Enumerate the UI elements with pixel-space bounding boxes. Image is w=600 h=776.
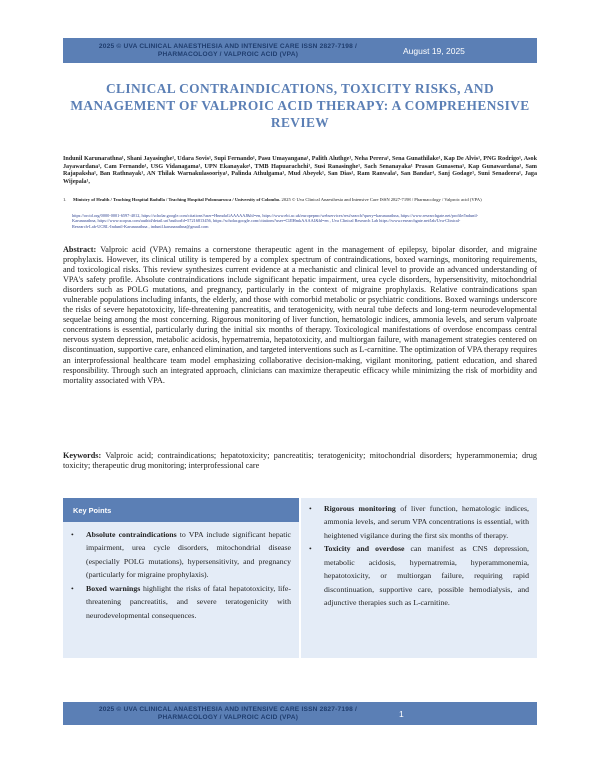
key-point-bold: Boxed warnings — [86, 583, 141, 593]
key-point-text: can manifest as CNS depression, metabolic acidosis, hypernatremia, hyperammonemia, hepatotoxicity, or multiorgan failure, requiring rapid discontinuation, supportive care, possible hemodialysis, and adjunctive therapies such as L-carnitine. — [324, 544, 529, 608]
key-points-column-left — [63, 522, 299, 658]
footer-journal-line2: PHARMACOLOGY / VALPROIC ACID (VPA) — [157, 713, 299, 721]
key-points-heading: Key Points — [63, 498, 299, 522]
bullet-icon: • — [309, 504, 312, 513]
key-point-text: highlight the risks of fatal hepatotoxicity, life-threatening pancreatitis, and severe teratogenicity with neurodevelopmental consequences. — [86, 583, 291, 620]
key-point-item — [309, 542, 529, 609]
key-point-text: to VPA include significant hepatic impairment, urea cycle disorders, mitochondrial disease (especially POLG mutations), hypersensitivity, and pregnancy (particularly for migraine prophylaxis). — [86, 530, 291, 580]
author-list: Indunil Karunarathna¹, Shani Jayasinghe¹, Udara Sovis¹, Supi Fernando¹, Pasu Umayangana¹, Palith Aluthge¹, Neha Perera¹, Sena Gunathilake¹, Kap De Alvis¹, PNG Rodrigo¹, Asok Jayawardana¹, Cam Fernando¹, USG Vidanagama¹, UPN Ekanayake¹, TMB Hapuarachchi¹, Susi Ranasinghe¹, Sach Senanayaka¹ Prasan Gunasena¹, Kap Gunawardana¹, Sam Rajapaksha¹, Ban Rathnayak¹, AN Thilak Warnakulasooriya¹, Palinda Athulgama¹, Mud Abeyek¹, San Dias¹, Ram Ranwala¹, San Bandar¹, Sanj Godage¹, Suni Senadeera¹, Jaga Wijepala¹, — [63, 156, 537, 186]
bullet-icon: • — [71, 530, 74, 539]
affiliation-text: Ministry of Health / Teaching Hospital Badulla / Teaching Hospital Polonnaruwa / University of Colombo. — [73, 197, 281, 202]
abstract-text: Valproic acid (VPA) remains a cornerstone therapeutic agent in the management of epilepsy, bipolar disorder, and migraine prophylaxis. However, its clinical utility is tempered by a complex spectrum of contraindications, boxed warnings, monitoring requirements, and toxicological risks. This review synthesizes current evidence at a mechanistic and clinical level to provide an advanced understanding of VPA's safety profile. Absolute contraindications include significant hepatic impairment, urea cycle disorders, hypersensitivity, mitochondrial disorders such as POLG mutations, and pregnancy, particularly in the context of migraine prophylaxis. Relative contraindications span vulnerable populations including infants, the elderly, and those with comorbid metabolic or psychiatric conditions. Boxed warnings underscore the risks of severe hepatotoxicity, life-threatening pancreatitis, and teratogenicity, with neural tube defects and long-term neurodevelopmental sequelae being among the most concerning. Rigorous monitoring of liver function, hematologic indices, ammonia levels, and serum valproate concentrations is essential, particularly during the initial six months of therapy. Toxicological manifestations of overdose encompass central nervous system depression, metabolic acidosis, hypernatremia, hepatotoxicity, and multiorgan failure, with management strategies centered on discontinuation, supportive care, enhanced elimination, and targeted interventions such as L-carnitine. The optimization of VPA therapy requires an interprofessional healthcare team model emphasizing collaborative decision-making, vigilant monitoring, patient education, and shared responsibility. Through such an integrated approach, clinicians can maximize therapeutic efficacy while minimizing the risk of morbidity and mortality associated with VPA. — [63, 245, 537, 385]
key-point-bold: Absolute contraindications — [86, 530, 177, 539]
affiliation-journal: 2025 © Uva Clinical Anaesthesia and Intensive Care ISSN 2827-7198 / Pharmacology / Valproic acid (VPA) — [281, 197, 482, 202]
key-point-bold: Toxicity and overdose — [324, 544, 405, 554]
header-journal — [63, 38, 393, 63]
header-journal-line2: PHARMACOLOGY / VALPROIC ACID (VPA) — [157, 50, 299, 58]
footer-journal-line1: 2025 © UVA CLINICAL ANAESTHESIA AND INTENSIVE CARE ISSN 2827-7198 / — [98, 705, 358, 713]
keywords-label: Keywords: — [63, 451, 102, 460]
key-point-item — [309, 502, 529, 542]
abstract — [63, 245, 537, 386]
key-point-item — [71, 582, 291, 622]
key-point-item — [71, 528, 291, 582]
author-links-line[interactable]: Karunarathna, https://www.scopus.com/authid/detail.uri?authorId=57216813456, https://scholar.google.com/citations?user=ClJIHmkAAAAJ&hl=en , Uva Clinical Research Lab https://www.researchgate.net/lab/Uva-Clinical- — [72, 218, 461, 224]
header-journal-line1: 2025 © UVA CLINICAL ANAESTHESIA AND INTENSIVE CARE ISSN 2827-7198 / — [98, 42, 358, 50]
bullet-icon: • — [71, 583, 74, 593]
author-links — [72, 213, 537, 229]
header-date: August 19, 2025 — [403, 45, 465, 56]
abstract-label: Abstract: — [63, 245, 97, 254]
author-links-line[interactable]: Research-Lab-UCRL-Indunil-Karunarathna , indunil.karunarathna@gmail.com — [72, 223, 209, 229]
footer-journal — [63, 702, 393, 725]
page-footer — [63, 702, 537, 725]
affiliation-number: 1. — [63, 197, 67, 202]
bullet-icon: • — [309, 544, 312, 554]
keywords-text: Valproic acid; contraindications; hepatotoxicity; pancreatitis; teratogenicity; mitochondrial disorders; hyperammonemia; drug toxicity; therapeutic drug monitoring; interprofessional care — [63, 451, 537, 471]
keywords — [63, 451, 537, 471]
key-points-column-right — [301, 498, 537, 658]
page-number: 1 — [399, 708, 404, 719]
page-header — [63, 38, 537, 63]
paper-title: CLINICAL CONTRAINDICATIONS, TOXICITY RISKS, AND MANAGEMENT OF VALPROIC ACID THERAPY: A COMPREHENSIVE REVIEW — [70, 81, 530, 130]
key-point-bold: Rigorous monitoring — [324, 504, 396, 513]
author-links-line[interactable]: https://orcid.org/0000-0001-6597-4012, https://scholar.google.com/citations?user=HnmdaGAAAAAJ&hl=en, https://www.ebi.ac.uk/europepmc/webservices/rest/search?query=karunarathna, https://www.researchgate.net/profile/Indunil- — [72, 213, 479, 218]
key-point-text: of liver function, hematologic indices, ammonia levels, and serum VPA concentrations is essential, with heightened vigilance during the first six months of therapy. — [324, 504, 529, 540]
affiliation — [63, 197, 537, 203]
